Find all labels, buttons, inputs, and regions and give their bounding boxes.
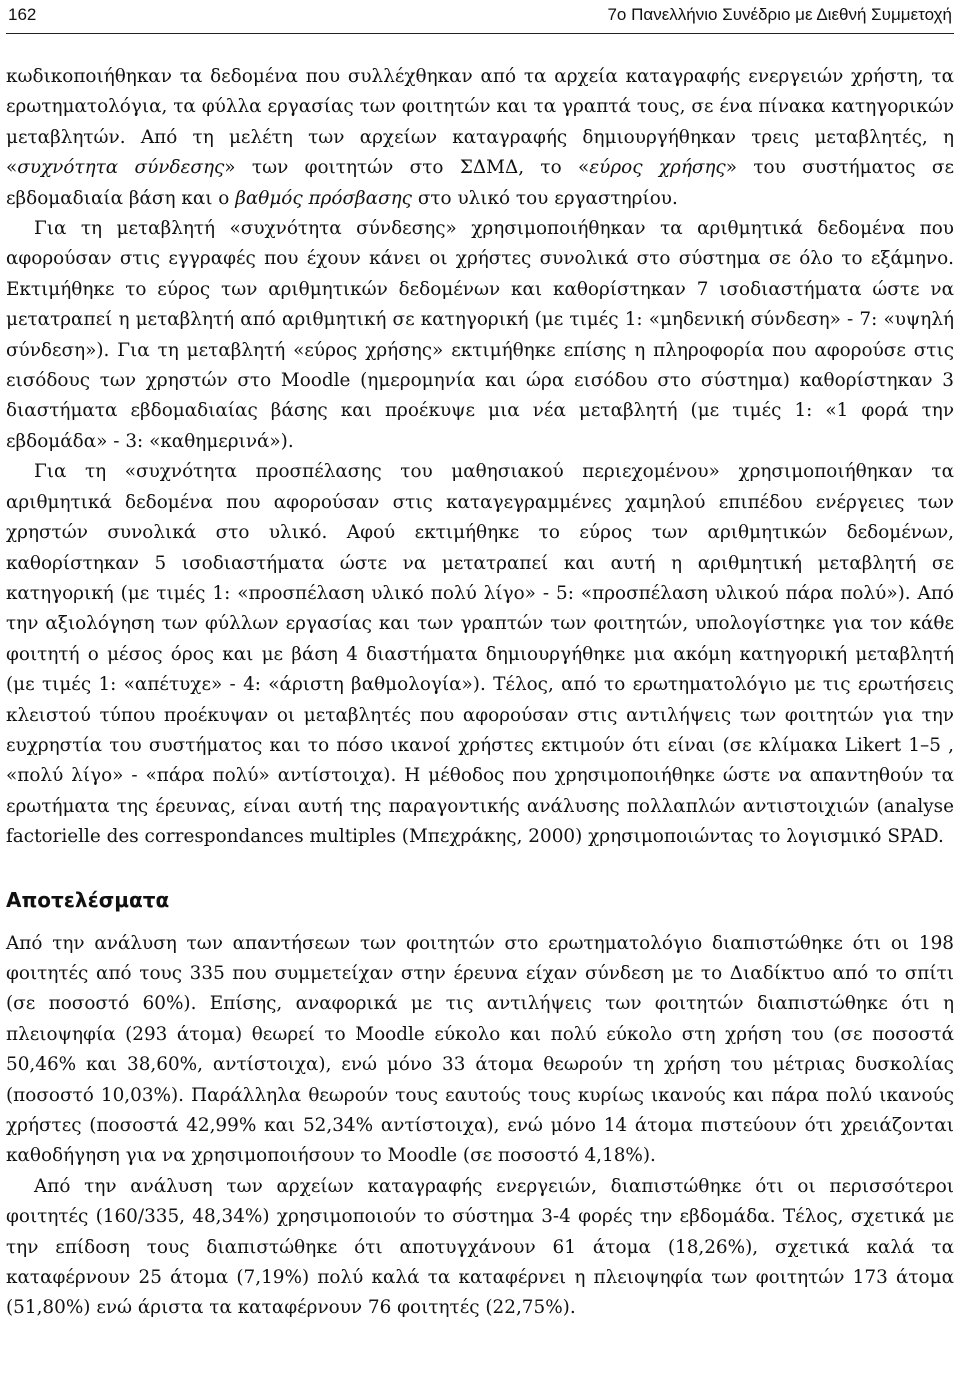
page-header	[0, 0, 960, 38]
method-paragraph-1	[6, 62, 954, 214]
results-paragraph-2: Από την ανάλυση των αρχείων καταγραφής ενεργειών, διαπιστώθηκε ότι οι περισσότεροι φοιτητές (160/335, 48,34%) χρησιμοποιούν το σύστημα 3-4 φορές την εβδομάδα. Τέλος, σχετικά με την επίδοση τους διαπιστώθηκε ότι αποτυγχάνουν 61 άτομα (18,26%), σχετικά καλά τα καταφέρνουν 25 άτομα (7,19%) πολύ καλά τα καταφέρνει η πλειοψηφία των φοιτητών 173 άτομα (51,80%) ενώ άριστα τα καταφέρνουν 76 φοιτητές (22,75%).	[6, 1175, 954, 1319]
text-run: κωδικοποιήθηκαν τα δεδομένα που συλλέχθηκαν από τα αρχεία καταγραφής ενεργειών χρήστη, τα ερωτηματολόγια, τα φύλλα εργασίας των φοιτητών και τα γραπτά τους, σε ένα πίνακα κατηγορικών μεταβλητών. Από τη μελέτη των αρχείων καταγραφής δημιουργήθηκαν τρεις μεταβλητές, η «	[6, 66, 954, 179]
method-paragraph-2: Για τη μεταβλητή «συχνότητα σύνδεσης» χρησιμοποιήθηκαν τα αριθμητικά δεδομένα που αφορούσαν στις εγγραφές που έχουν κάνει οι χρήστες συνολικά στο σύστημα σε όλο το εξάμηνο. Εκτιμήθηκε το εύρος των αριθμητικών δεδομένων και καθορίστηκαν 7 ισοδιαστήματα ώστε να μετατραπεί η μεταβλητή από αριθμητική σε κατηγορική (με τιμές 1: «μηδενική σύνδεση» - 7: «υψηλή σύνδεση»). Για τη μεταβλητή «εύρος χρήσης» εκτιμήθηκε επίσης η πληροφορία που αφορούσε στις εισόδους των χρηστών στο Moodle (ημερομηνία και ώρα εισόδου στο σύστημα) καθορίστηκαν 3 διαστήματα εβδομαδιαίας βάσης και προέκυψε μια νέα μεταβλητή (με τιμές 1: «1 φορά την εβδομάδα» - 3: «καθημερινά»).	[6, 218, 954, 452]
running-title: 7ο Πανελλήνιο Συνέδριο με Διεθνή Συμμετοχή	[607, 5, 952, 24]
method-paragraph-3: Για τη «συχνότητα προσπέλασης του μαθησιακού περιεχομένου» χρησιμοποιήθηκαν τα αριθμητικά δεδομένα που αφορούσαν στις καταγεγραμμένες χαμηλού επιπέδου ενέργειες των χρηστών συνολικά στο υλικό. Αφού εκτιμήθηκε το εύρος των αριθμητικών δεδομένων, καθορίστηκαν 5 ισοδιαστήματα ώστε να μετατραπεί και αυτή η αριθμητική μεταβλητή σε κατηγορική (με τιμές 1: «προσπέλαση υλικό πολύ λίγο» - 5: «προσπέλαση υλικού πάρα πολύ»). Από την αξιολόγηση των φύλλων εργασίας και των γραπτών των φοιτητών, υπολογίστηκε για τον κάθε φοιτητή ο μέσος όρος και με βάση 4 διαστήματα δημιουργήθηκε μια ακόμη κατηγορική μεταβλητή (με τιμές 1: «απέτυχε» - 4: «άριστη βαθμολογία»). Τέλος, από το ερωτηματολόγιο με τις ερωτήσεις κλειστού τύπου προέκυψαν οι μεταβλητές που αφορούσαν στις αντιλήψεις των φοιτητών για την ευχρηστία του συστήματος και το πόσο ικανοί χρήστες εκτιμούν ότι είναι (σε κλίμακα Likert 1–5 , «πολύ λίγο» - «πάρα πολύ» αντίστοιχα). Η μέθοδος που χρησιμοποιήθηκε ώστε να απαντηθούν τα ερωτήματα της έρευνας, είναι αυτή της παραγοντικής ανάλυσης πολλαπλών αντιστοιχιών (analyse factorielle des correspondances multiples (Μπεχράκης, 2000) χρησιμοποιώντας το λογισμικό SPAD.	[6, 461, 954, 848]
text-run: » του συστήματος σε εβδομαδιαία βάση και ο	[6, 157, 954, 209]
page-number: 162	[8, 5, 37, 24]
page-body	[6, 62, 954, 1324]
header-rule	[6, 33, 954, 34]
results-paragraph-1: Από την ανάλυση των απαντήσεων των φοιτητών στο ερωτηματολόγιο διαπιστώθηκε ότι οι 198 φοιτητές από τους 335 που συμμετείχαν στην έρευνα είχαν σύνδεση με το Διαδίκτυο από το σπίτι (σε ποσοστό 60%). Επίσης, αναφορικά με τις αντιλήψεις των φοιτητών διαπιστώθηκε ότι η πλειοψηφία (293 άτομα) θεωρεί το Moodle εύκολο και πολύ εύκολο στη χρήση του (σε ποσοστά 50,46% και 38,60%, αντίστοιχα), ενώ μόνο 33 άτομα θεωρούν τη χρήση του μέτριας δυσκολίας (ποσοστό 10,03%). Παράλληλα θεωρούν τους εαυτούς τους κυρίως ικανούς και πάρα πολύ ικανούς χρήστες (ποσοστά 42,99% και 52,34% αντίστοιχα), ενώ μόνο 14 άτομα πιστεύουν ότι χρειάζονται καθοδήγηση για να χρησιμοποιήσουν το Moodle (σε ποσοστό 4,18%).	[6, 932, 954, 1167]
italic-term: συχνότητα σύνδεσης	[17, 157, 225, 179]
text-run: » των φοιτητών στο ΣΔΜΔ, το «	[224, 157, 590, 179]
text-run: στο υλικό του εργαστηρίου.	[411, 187, 678, 209]
italic-term: εύρος χρήσης	[589, 157, 726, 179]
italic-term: βαθμός πρόσβασης	[235, 187, 412, 209]
section-heading-results: Αποτελέσματα	[6, 887, 170, 912]
